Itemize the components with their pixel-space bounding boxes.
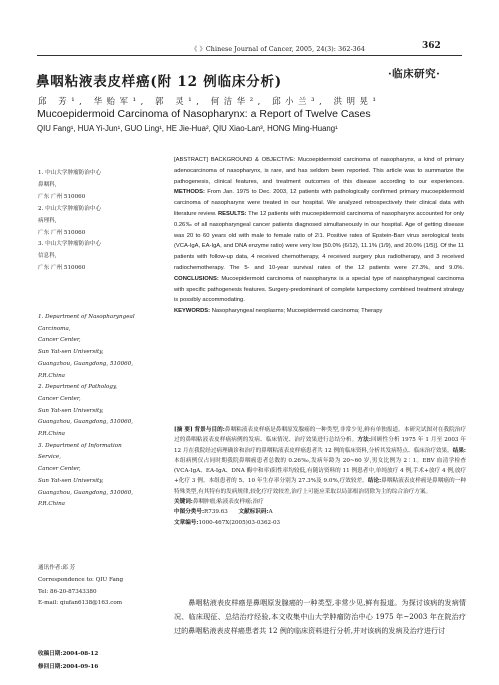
affiliation-line: Sun Yat-sen University,	[38, 477, 104, 484]
abstract-background: [ABSTRACT] BACKGROUND & OBJECTIVE: Mucoepidermoid carcinoma of nasopharynx, a kind of primary adenocarcinoma of nasopharynx, is rare, and has seldom been reported. This article was to summarize the pathogenesis, clinical features, and treatment outcomes of this disease according to our experiences.	[174, 157, 464, 185]
chinese-authors: 邱 芳¹, 华贻军¹, 郭 灵¹, 何洁华², 邱小兰³, 洪明晃¹	[38, 96, 381, 106]
affiliation-line: 病理科,	[38, 217, 57, 224]
page-number: 362	[422, 41, 441, 51]
revised-date: 修回日期:2004-09-16	[38, 663, 99, 670]
affiliation-line: 广东 广州 510060	[38, 229, 86, 236]
abstract-methods: From Jan. 1975 to Dec. 2003, 12 patients with pathologically confirmed primary mucoepidermoid carcinoma of nasopharynx were treated in our hospital. We analyzed retrospectively their clinical data with literature review.	[174, 189, 464, 217]
affiliation-line: P.R.China	[38, 431, 66, 438]
abstract-conclusions: 鼻咽粘液表皮样癌是鼻咽癌的一种特殊类型,有其特有的发病规律,较化疗疗效较差,治疗上可能应采取以局部根治切除为主的综合治疗方案。	[174, 478, 466, 495]
keywords-label: KEYWORDS:	[174, 308, 211, 315]
affiliation-line: Cancer Center,	[38, 466, 81, 473]
affiliation-line: Cancer Center,	[38, 395, 81, 402]
correspondence-author-cn: 通讯作者:邱 芳	[38, 565, 76, 571]
affiliation-line: 1. 中山大学肿瘤防治中心	[38, 170, 102, 176]
affiliation-line: 2. 中山大学肿瘤防治中心	[38, 205, 102, 212]
affiliation-line: P.R.China	[38, 501, 66, 508]
correspondence	[38, 563, 158, 610]
article-number-label: 文章编号:	[174, 519, 199, 526]
affiliation-line: P.R.China	[38, 372, 66, 379]
section-label: ·临床研究·	[388, 68, 441, 80]
affiliation-line: 广东 广州 510060	[38, 265, 86, 272]
keywords-label: 关键词:	[174, 499, 193, 506]
correspondence-email: E-mail: qiufan6138@163.com	[38, 600, 123, 607]
abstract-label: [摘 要]	[174, 427, 193, 433]
affiliation-line: 3. 中山大学肿瘤防治中心	[38, 241, 102, 248]
clc-number: R739.63	[204, 509, 228, 516]
affiliation-line: Guangzhou, Guangdong, 510060,	[38, 489, 134, 496]
methods-label: 方法:	[357, 437, 371, 444]
results-label: 结果:	[452, 447, 466, 454]
affiliation-line: 鼻咽科,	[38, 181, 57, 188]
affiliation-line: 信息科,	[38, 253, 57, 260]
methods-label: METHODS:	[174, 189, 205, 196]
body-paragraph: 鼻咽粘液表皮样癌是鼻咽原发腺癌的一种类型,非常少见,鲜有报道。为探讨该病的发病情况、临床现征、总结治疗经验,本文收集中山大学肿瘤防治中心 1975 年~2003 年在院治疗过的鼻咽粘液表皮样癌患者共 12 例的临床资料进行分析,并对该病的发病及治疗进行讨	[174, 598, 466, 636]
affiliation-line: 2. Department of Pathology,	[38, 384, 118, 391]
correspondence-author-en: Correspondence to: QIU Fang	[38, 576, 124, 583]
affiliation-line: 3. Department of Information	[38, 442, 122, 449]
abstract-background: 鼻咽粘液表皮样癌是鼻咽原发腺癌的一种类型,非常少见,鲜有单独报道。本研究试图对在我院治疗过的鼻咽粘液表皮样癌病例的发病、临床情况、治疗效果进行总结分析。	[174, 427, 466, 444]
doc-code: A	[268, 509, 273, 516]
affiliation-line: 广东 广州 510060	[38, 193, 86, 200]
abstract-results: The 12 patients with mucoepidermoid carcinoma of nasopharynx accounted for only 0.26‰ of all nasopharyngeal cancer patients diagnosed simultaneously in our hospital. Age of getting disease was 20 to 60 years old with male to female ratio of 2∶1. Positive rates of Epstein-Barr virus serological tests (VCA-IgA, EA-IgA, and DNA enzyme ratio) were very low [50.0% (6/12), 11.1% (1/9), and 20.0% (1/5)]. Of the 11 patients with follow-up data, 4 received chemotherapy, 4 received surgery plus radiotherapy, and 3 received radiochemotherapy. The 5- and 10-year survival rates of the 12 patients were 27.3%, and 9.0%.	[174, 210, 464, 271]
abstract-methods: 回顾性分析 1975 年 1 月至 2003 年 12 月在我院经过病理确诊和治疗的鼻咽粘液表皮样癌患者共 12 例的临床资料,分析其发病特点、临床治疗效果。	[174, 437, 466, 454]
affiliation-line: Guangzhou, Guangdong, 510060,	[38, 419, 134, 426]
affiliations-chinese	[38, 168, 138, 275]
abstract-results: 本组病例仅占同时期我院鼻咽癌患者总数的 0.26‰,发病年龄为 20~60 岁,男女比例为 2∶1。EBV 血清学检查(VCA-IgA、EA-IgA、DNA 酶中和率)阳性率均较低,有随访资料的 11 例患者中,单纯放疗 4 例,手术+放疗 4 例,放疗+化疗 3 例。本组患者的 5、10 年生存率分别为 27.3%及 9.0%,疗效较差。	[174, 457, 466, 485]
affiliation-line: 1. Department of Nasopharyngeal	[38, 314, 135, 320]
keywords: 鼻咽肿瘤;粘液表皮样癌;治疗	[192, 499, 264, 506]
correspondence-phone: Tel: 86-20-87343380	[38, 588, 97, 595]
conclusions-label: 结论:	[367, 478, 382, 485]
article-number: 1000-467X(2005)03-0362-03	[198, 519, 281, 526]
article-dates	[38, 648, 158, 673]
affiliation-line: Carcinoma,	[38, 325, 71, 332]
affiliations-english	[38, 312, 140, 511]
keywords: Nasopharyngeal neoplasms; Mucoepidermoid carcinoma; Therapy	[210, 308, 383, 315]
abstract-english	[174, 155, 464, 317]
english-authors: QIU Fang¹, HUA Yi-Jun¹, GUO Ling¹, HE Jie-Hua², QIU Xiao-Lan³, HONG Ming-Huang¹	[37, 124, 338, 133]
affiliation-line: Sun Yat-sen University,	[38, 407, 104, 414]
english-title: Mucoepidermoid Carcinoma of Nasopharynx: a Report of Twelve Cases	[37, 108, 371, 120]
journal-header: 《 》Chinese Journal of Cancer, 2005, 24(3): 362-364	[190, 46, 365, 53]
affiliation-line: Service,	[38, 454, 61, 461]
background-label: 背景与目的:	[194, 427, 225, 433]
doc-code-label: 文献标识码:	[238, 509, 269, 516]
chinese-title: 鼻咽粘液表皮样癌(附 12 例临床分析)	[36, 74, 282, 90]
received-date: 收稿日期:2004-08-12	[38, 651, 99, 657]
affiliation-line: Cancer Center,	[38, 337, 81, 344]
abstract-chinese	[174, 425, 466, 528]
clc-label: 中图分类号:	[174, 509, 205, 516]
abstract-conclusions: Mucoepidermoid carcinoma of nasopharynx is a special type of nasopharyngeal carcinoma with specific pathogenesis features. Surgery-predominant of complete lumpectomy combined treatment strategy is possibly accommodating.	[174, 275, 464, 304]
affiliation-line: Sun Yat-sen University,	[38, 349, 104, 356]
header-divider	[37, 55, 462, 56]
results-label: RESULTS:	[218, 210, 247, 217]
conclusions-label: CONCLUSIONS:	[174, 275, 219, 282]
affiliation-line: Guangzhou, Guangdong, 510060,	[38, 360, 134, 367]
